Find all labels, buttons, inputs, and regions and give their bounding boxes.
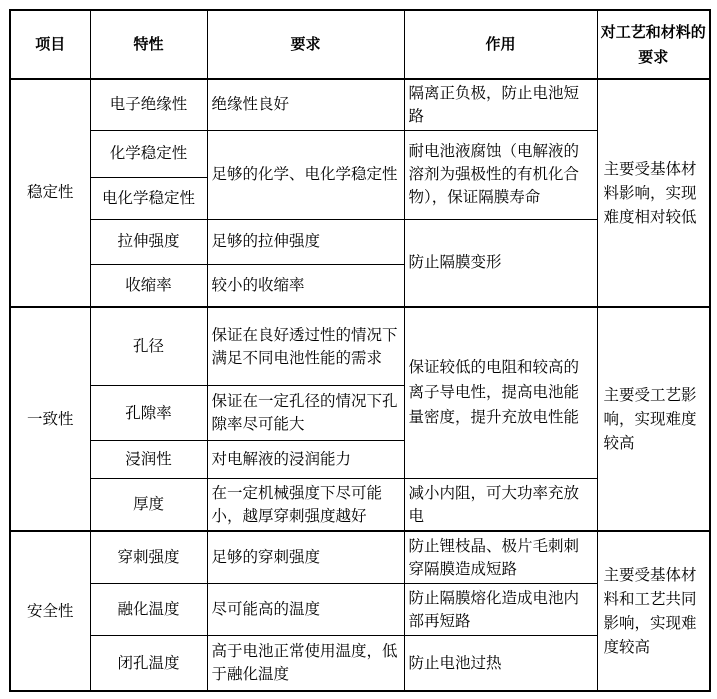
effect-cell: 防止锂枝晶、极片毛刺刺穿隔膜造成短路 — [404, 531, 597, 583]
header-property: 特性 — [90, 10, 207, 79]
property-cell: 孔隙率 — [90, 386, 207, 440]
requirement-cell: 在一定机械强度下尽可能小，越厚穿刺强度越好 — [207, 478, 404, 531]
requirement-cell: 保证在一定孔径的情况下孔隙率尽可能大 — [207, 386, 404, 440]
section-item-safety: 安全性 — [10, 531, 90, 691]
requirement-cell: 较小的收缩率 — [207, 265, 404, 307]
effect-cell: 防止隔膜变形 — [404, 219, 597, 306]
property-cell: 浸润性 — [90, 440, 207, 478]
table-row — [10, 531, 710, 583]
property-cell: 孔径 — [90, 307, 207, 386]
effect-cell: 保证较低的电阻和较高的离子导电性，提高电池能量密度，提升充放电性能 — [404, 307, 597, 479]
table-row — [10, 307, 710, 386]
effect-cell: 耐电池液腐蚀（电解液的溶剂为强极性的有机化合物），保证隔膜寿命 — [404, 130, 597, 219]
requirement-cell: 足够的拉伸强度 — [207, 219, 404, 264]
requirement-cell: 尽可能高的温度 — [207, 584, 404, 636]
effect-cell: 防止隔膜熔化造成电池内部再短路 — [404, 584, 597, 636]
requirement-cell: 保证在良好透过性的情况下满足不同电池性能的需求 — [207, 307, 404, 386]
property-cell: 厚度 — [90, 478, 207, 531]
property-cell: 穿刺强度 — [90, 531, 207, 583]
section-item-stability: 稳定性 — [10, 79, 90, 307]
process-cell-safety: 主要受基体材料和工艺共同影响，实现难度较高 — [597, 531, 710, 691]
property-cell: 化学稳定性 — [90, 130, 207, 177]
header-requirement: 要求 — [207, 10, 404, 79]
property-cell: 拉伸强度 — [90, 219, 207, 264]
property-cell: 电子绝缘性 — [90, 79, 207, 130]
section-item-consistency: 一致性 — [10, 307, 90, 532]
header-process: 对工艺和材料的要求 — [597, 10, 710, 79]
requirement-cell: 足够的穿刺强度 — [207, 531, 404, 583]
property-cell: 闭孔温度 — [90, 636, 207, 691]
header-item: 项目 — [10, 10, 90, 79]
effect-cell: 防止电池过热 — [404, 636, 597, 691]
requirement-cell: 高于电池正常使用温度，低于融化温度 — [207, 636, 404, 691]
requirement-cell: 绝缘性良好 — [207, 79, 404, 130]
table-row — [10, 79, 710, 130]
property-cell: 电化学稳定性 — [90, 177, 207, 219]
requirement-cell: 对电解液的浸润能力 — [207, 440, 404, 478]
effect-cell: 隔离正负极，防止电池短路 — [404, 79, 597, 130]
property-cell: 融化温度 — [90, 584, 207, 636]
process-cell-stability: 主要受基体材料影响，实现难度相对较低 — [597, 79, 710, 307]
separator-requirements-table — [9, 9, 711, 692]
property-cell: 收缩率 — [90, 265, 207, 307]
header-row — [10, 10, 710, 79]
requirement-cell: 足够的化学、电化学稳定性 — [207, 130, 404, 219]
process-cell-consistency: 主要受工艺影响，实现难度较高 — [597, 307, 710, 532]
effect-cell: 减小内阻，可大功率充放电 — [404, 478, 597, 531]
header-effect: 作用 — [404, 10, 597, 79]
